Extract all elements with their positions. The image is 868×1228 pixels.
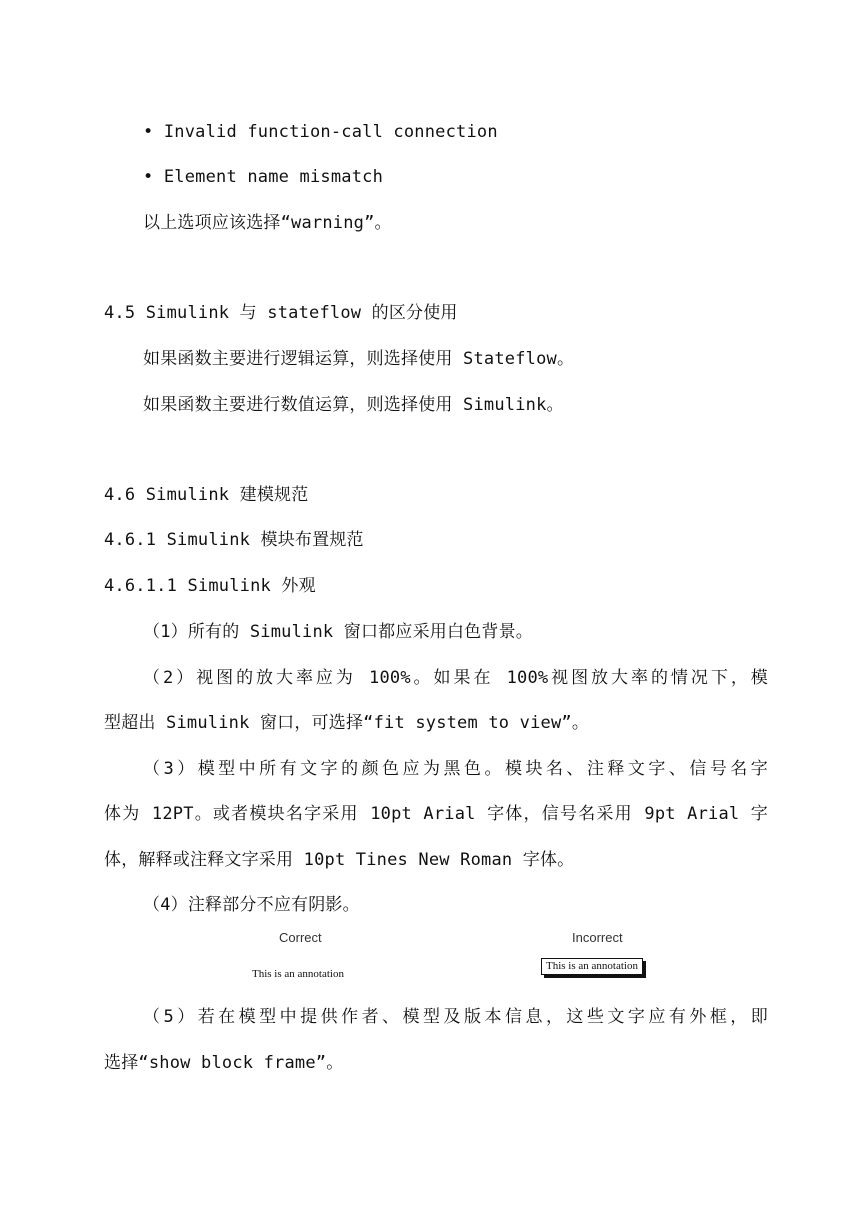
paragraph-stateflow: 如果函数主要进行逻辑运算，则选择使用 Stateflow。 <box>143 349 575 369</box>
section-heading-4-6: 4.6 Simulink 建模规范 <box>104 485 309 505</box>
rule-item-1: （1）所有的 Simulink 窗口都应采用白色背景。 <box>143 622 533 642</box>
bullet-invalid-function-call: • Invalid function-call connection <box>143 122 498 142</box>
section-heading-4-6-1: 4.6.1 Simulink 模块布置规范 <box>104 530 364 550</box>
rule-item-2-line-1: （2）视图的放大率应为 100%。如果在 100%视图放大率的情况下，模 <box>143 668 768 688</box>
rule-item-3-line-1: （3）模型中所有文字的颜色应为黑色。模块名、注释文字、信号名字 <box>143 759 768 779</box>
rule-item-2-line-2: 型超出 Simulink 窗口，可选择“fit system to view”。 <box>104 713 590 733</box>
bullet-element-name-mismatch: • Element name mismatch <box>143 167 384 187</box>
incorrect-annotation-example: This is an annotation <box>541 958 643 975</box>
rule-item-4: （4）注释部分不应有阴影。 <box>143 895 360 915</box>
section-heading-4-6-1-1: 4.6.1.1 Simulink 外观 <box>104 576 316 596</box>
section-heading-4-5: 4.5 Simulink 与 stateflow 的区分使用 <box>104 303 458 323</box>
rule-item-3-line-2: 体为 12PT。或者模块名字采用 10pt Arial 字体，信号名采用 9pt Arial 字 <box>104 804 768 824</box>
rule-item-5-line-2: 选择“show block frame”。 <box>104 1053 344 1073</box>
rule-item-5-line-1: （5）若在模型中提供作者、模型及版本信息，这些文字应有外框，即 <box>143 1007 768 1027</box>
correct-annotation-example: This is an annotation <box>252 968 344 980</box>
figure-correct-label: Correct <box>279 930 322 945</box>
paragraph-simulink: 如果函数主要进行数值运算，则选择使用 Simulink。 <box>143 395 564 415</box>
warning-note: 以上选项应该选择“warning”。 <box>143 213 392 233</box>
figure-incorrect-label: Incorrect <box>572 930 623 945</box>
rule-item-3-line-3: 体，解释或注释文字采用 10pt Tines New Roman 字体。 <box>104 850 575 870</box>
